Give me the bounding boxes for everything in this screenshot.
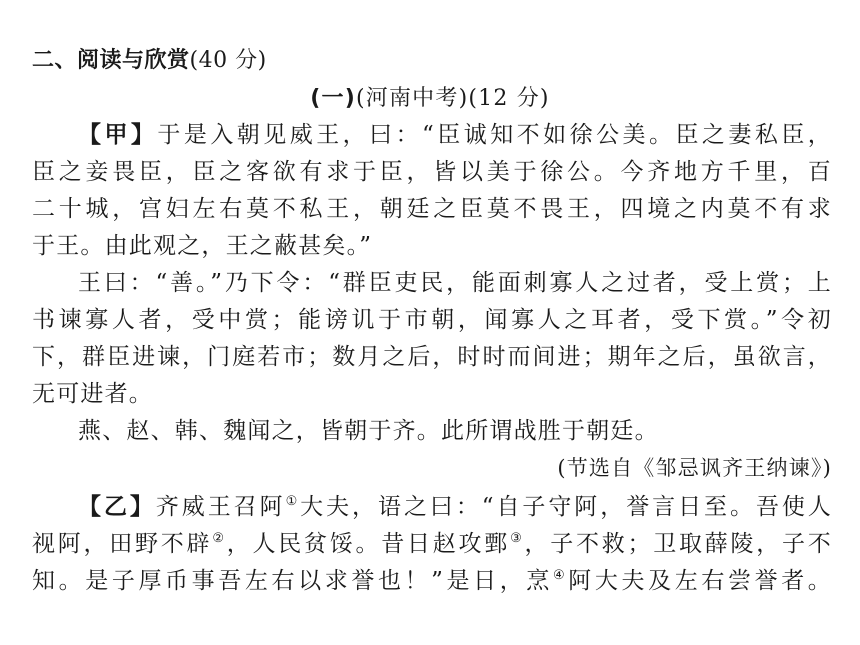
- section-heading: [32, 46, 832, 76]
- passage-b-line-1: [32, 492, 832, 522]
- passage-b-line-3: [32, 566, 832, 596]
- passage-a-line-9: 燕、赵、韩、魏闻之，皆朝于齐。此所谓战胜于朝廷。: [78, 418, 659, 444]
- passage-a-line-3: 二十城，宫妇左右莫不私王，朝廷之臣莫不畏王，四境之内莫不有求: [32, 196, 832, 222]
- passage-b-text: 知。是子厚币事吾左右以求誉也！”是日，烹: [32, 568, 554, 594]
- section-score: (40 分): [189, 48, 267, 73]
- passage-b-text: 大夫，语之曰：“自子守阿，誉言日至。吾使人: [300, 494, 833, 520]
- passage-b-text: 视阿，田野不辟: [32, 531, 213, 557]
- passage-a-line-8: 无可进者。: [32, 381, 153, 407]
- passage-a-source: (节选自《邹忌讽齐王纳谏》): [557, 456, 832, 480]
- passage-a-line-4: 于王。由此观之，王之蔽甚矣。”: [32, 233, 373, 259]
- passage-b-line-2: [32, 529, 832, 559]
- passage-a-line-6: 书谏寡人者，受中赏；能谤讥于市朝，闻寡人之耳者，受下赏。”令初: [32, 307, 832, 333]
- footnote-4: ④: [553, 568, 569, 583]
- passage-b-text: ，子不救；卫取薛陵，子不: [524, 531, 833, 557]
- footnote-1: ①: [285, 494, 301, 509]
- passage-a-line-7: 下，群臣进谏，门庭若市；数月之后，时时而间进；期年之后，虽欲言，: [32, 344, 832, 370]
- footnote-3: ③: [510, 531, 525, 546]
- subsection-number: (一): [310, 86, 356, 111]
- subsection-heading: [0, 84, 860, 114]
- passage-a-text: 于是入朝见威王，曰：“臣诚知不如徐公美。臣之妻私臣，: [157, 122, 832, 148]
- passage-a-marker: 【甲】: [78, 122, 158, 148]
- passage-a-line-2: 臣之妾畏臣，臣之客欲有求于臣，皆以美于徐公。今齐地方千里，百: [32, 159, 832, 185]
- passage-a-line-5: 王曰：“善。”乃下令：“群臣吏民，能面刺寡人之过者，受上赏；上: [78, 270, 832, 296]
- subsection-info: (河南中考)(12 分): [355, 86, 550, 111]
- passage-b-marker: 【乙】: [78, 494, 156, 520]
- passage-b-text: 阿大夫及左右尝誉者。: [568, 568, 833, 594]
- passage-b-text: 齐威王召阿: [155, 494, 286, 520]
- passage-a-line-1: [32, 120, 832, 150]
- section-title: 二、阅读与欣赏: [32, 48, 190, 73]
- footnote-2: ②: [212, 531, 227, 546]
- passage-b-text: ，人民贫馁。昔日赵攻鄄: [226, 531, 511, 557]
